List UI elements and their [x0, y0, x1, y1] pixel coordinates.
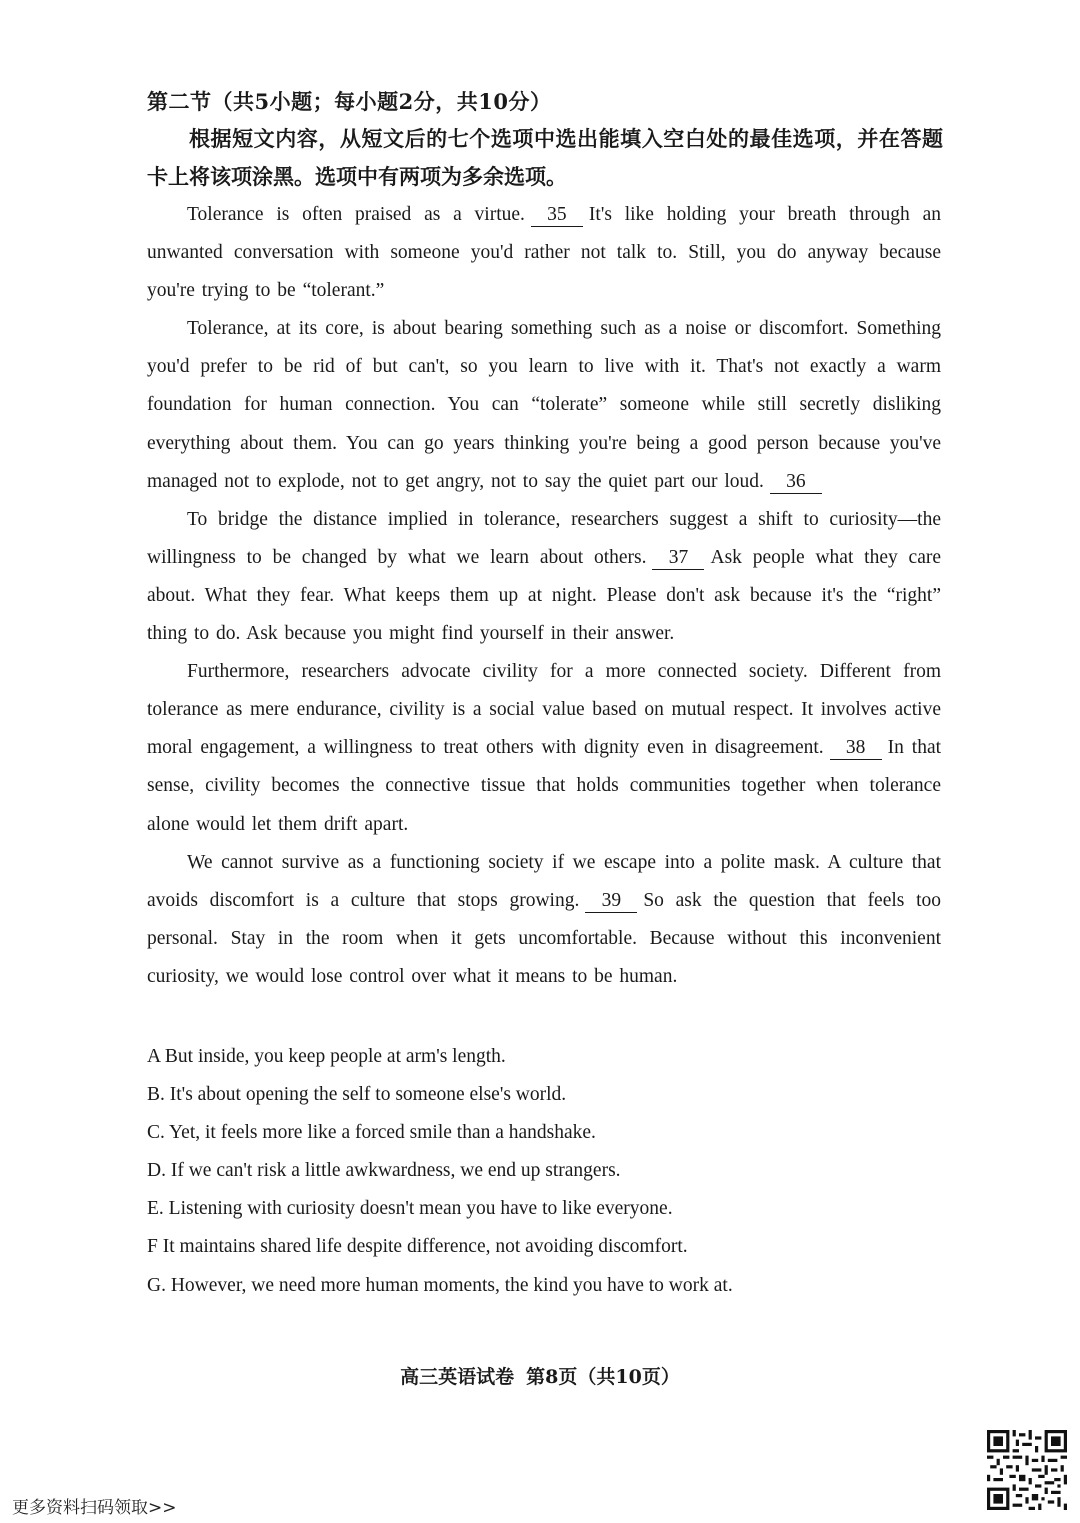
section-title: 第二节（共5小题；每小题2分，共10分）	[147, 89, 552, 114]
passage-paragraph-4	[147, 653, 941, 843]
paragraph-text: In that sense, civility becomes the connective tissue that holds communities together when tolerance alone would let them drift apart.	[147, 737, 942, 835]
answer-options	[147, 1038, 733, 1305]
option-text: Yet, it feels more like a forced smile than a handshake.	[169, 1122, 596, 1144]
paragraph-text: To bridge the distance implied in tolerance, researchers suggest a shift to curiosity—the willingness to be changed by what we learn about others.	[147, 508, 941, 568]
qr-code-icon[interactable]	[987, 1430, 1067, 1510]
passage-paragraph-1	[147, 196, 941, 310]
more-resources-link[interactable]: 更多资料扫码领取>>	[12, 1498, 177, 1518]
option-e	[147, 1190, 733, 1228]
option-b	[147, 1076, 733, 1114]
option-text: But inside, you keep people at arm's length.	[164, 1046, 506, 1067]
option-letter: B.	[147, 1084, 165, 1106]
reading-passage	[147, 196, 941, 996]
passage-paragraph-5	[147, 844, 941, 996]
option-text: Listening with curiosity doesn't mean you have to like everyone.	[168, 1198, 673, 1220]
paragraph-text: Ask people what they care about. What they fear. What keeps them up at night. Please don't ask because it's the “right” thing to do. Ask because you might find yourself in their answer.	[147, 546, 941, 645]
option-c	[147, 1114, 733, 1152]
paragraph-text: It's like holding your breath through an unwanted conversation with someone you'd rather not talk to. Still, you do anyway because you're trying to be “tolerant.”	[147, 204, 941, 302]
paragraph-text: Tolerance, at its core, is about bearing something such as a noise or discomfort. Something you'd prefer to be rid of but can't, so you learn to live with it. That's not exactly a warm foundation for human connection. You can “tolerate” someone while still secretly disliking everything about them. You can go years thinking you're being a good person because you've managed not to explode, not to get angry, not to say the quiet part our loud.	[147, 318, 941, 492]
option-letter: G.	[147, 1274, 166, 1296]
passage-paragraph-2	[147, 310, 941, 500]
section-instructions: 根据短文内容，从短文后的七个选项中选出能填入空白处的最佳选项，并在答题卡上将该项涂黑。选项中有两项为多余选项。	[147, 126, 943, 189]
option-letter: D.	[147, 1160, 166, 1182]
option-d	[147, 1152, 733, 1190]
paragraph-text: Furthermore, researchers advocate civility for a more connected society. Different from tolerance as mere endurance, civility is a social value based on mutual respect. It involves active moral engagement, a willingness to treat others with dignity even in disagreement.	[147, 661, 941, 759]
option-letter: E.	[147, 1198, 164, 1220]
paragraph-text: We cannot survive as a functioning society if we escape into a polite mask. A culture that avoids discomfort is a culture that stops growing.	[147, 851, 941, 911]
option-text: It maintains shared life despite difference, not avoiding discomfort.	[162, 1236, 688, 1258]
page-number: 第8页（共10页）	[526, 1366, 680, 1388]
option-text: However, we need more human moments, the kind you have to work at.	[170, 1274, 733, 1296]
passage-paragraph-3	[147, 501, 941, 653]
blank-36: 36	[770, 471, 822, 494]
blank-39: 39	[585, 890, 637, 913]
option-text: If we can't risk a little awkwardness, we end up strangers.	[170, 1160, 621, 1182]
blank-38: 38	[830, 737, 882, 760]
page-footer	[0, 1362, 1080, 1389]
exam-title: 高三英语试卷	[400, 1366, 515, 1388]
option-a	[147, 1038, 733, 1076]
blank-35: 35	[531, 204, 583, 227]
option-letter: C.	[147, 1122, 165, 1144]
option-letter: F	[147, 1236, 158, 1258]
paragraph-text: Tolerance is often praised as a virtue.	[187, 204, 525, 225]
paragraph-text: So ask the question that feels too personal. Stay in the room when it gets uncomfortable. Because without this inconvenient curiosity, we would lose control over what it means to be human.	[147, 889, 941, 987]
option-text: It's about opening the self to someone else's world.	[169, 1084, 567, 1106]
option-g	[147, 1267, 733, 1305]
option-f	[147, 1228, 733, 1266]
blank-37: 37	[652, 547, 704, 570]
option-letter: A	[147, 1046, 161, 1067]
